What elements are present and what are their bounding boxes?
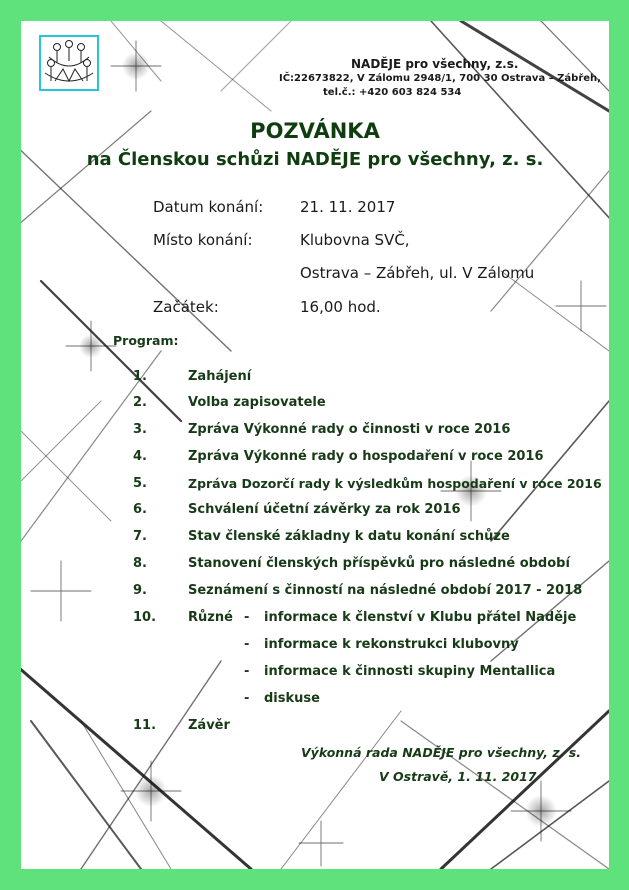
program-item-text: Zahájení <box>188 369 252 384</box>
program-subitem: informace k rekonstrukci klubovny <box>264 637 519 652</box>
program-item-number: 2. <box>133 395 147 410</box>
page-subtitle: na Členskou schůzi NADĚJE pro všechny, z. s. <box>86 149 544 170</box>
program-item-number: 9. <box>133 583 147 598</box>
program-heading: Program: <box>113 333 179 348</box>
program-item-number: 8. <box>133 556 147 571</box>
place-label: Místo konání: <box>153 231 253 249</box>
program-item-number: 4. <box>133 449 147 464</box>
org-phone: tel.č.: +420 603 824 534 <box>323 87 462 98</box>
subitem-dash: - <box>244 637 250 652</box>
org-name: NADĚJE pro všechny, z.s. <box>351 57 519 71</box>
subitem-dash: - <box>244 664 250 679</box>
program-item-text: Stav členské základny k datu konání schůze <box>188 529 510 544</box>
signature-line-1: Výkonná rada NADĚJE pro všechny, z. s. <box>301 745 581 760</box>
program-subitem: diskuse <box>264 691 320 706</box>
org-address: IČ:22673822, V Zálomu 2948/1, 700 30 Ostrava – Zábřeh, <box>279 73 601 84</box>
program-item-text: Volba zapisovatele <box>188 395 326 410</box>
program-item-number: 5. <box>133 476 147 491</box>
subitem-dash: - <box>244 691 250 706</box>
signature-line-2: V Ostravě, 1. 11. 2017 <box>379 769 537 784</box>
place-value-line-2: Ostrava – Zábřeh, ul. V Zálomu <box>300 264 535 282</box>
program-item-text: Zpráva Dozorčí rady k výsledkům hospodaření v roce 2016 <box>188 476 602 491</box>
program-subitem: informace k členství v Klubu přátel Naděje <box>264 610 577 625</box>
program-item-number: 6. <box>133 502 147 517</box>
program-subitem: informace k činnosti skupiny Mentallica <box>264 664 556 679</box>
date-value: 21. 11. 2017 <box>300 198 396 216</box>
program-item-number: 3. <box>133 422 147 437</box>
program-item-number: 10. <box>133 610 157 625</box>
program-item-text: Stanovení členských příspěvků pro následné období <box>188 556 570 571</box>
program-item-number: 1. <box>133 369 147 384</box>
program-item-text: Závěr <box>188 718 230 733</box>
start-label: Začátek: <box>153 298 219 316</box>
program-item-text: Schválení účetní závěrky za rok 2016 <box>188 502 461 517</box>
program-item-text: Zpráva Výkonné rady o činnosti v roce 2016 <box>188 422 511 437</box>
document-content <box>21 21 609 869</box>
invitation-page <box>21 21 609 869</box>
start-value: 16,00 hod. <box>300 298 381 316</box>
program-item-text: Seznámení s činností na následné období 2017 - 2018 <box>188 583 583 598</box>
place-value-line-1: Klubovna SVČ, <box>300 231 410 249</box>
subitem-dash: - <box>244 610 250 625</box>
page-title: POZVÁNKA <box>250 119 380 143</box>
date-label: Datum konání: <box>153 198 264 216</box>
people-group-icon <box>39 35 99 91</box>
program-item-text: Různé <box>188 610 233 625</box>
program-item-number: 11. <box>133 718 157 733</box>
program-item-number: 7. <box>133 529 147 544</box>
program-item-text: Zpráva Výkonné rady o hospodaření v roce 2016 <box>188 449 544 464</box>
